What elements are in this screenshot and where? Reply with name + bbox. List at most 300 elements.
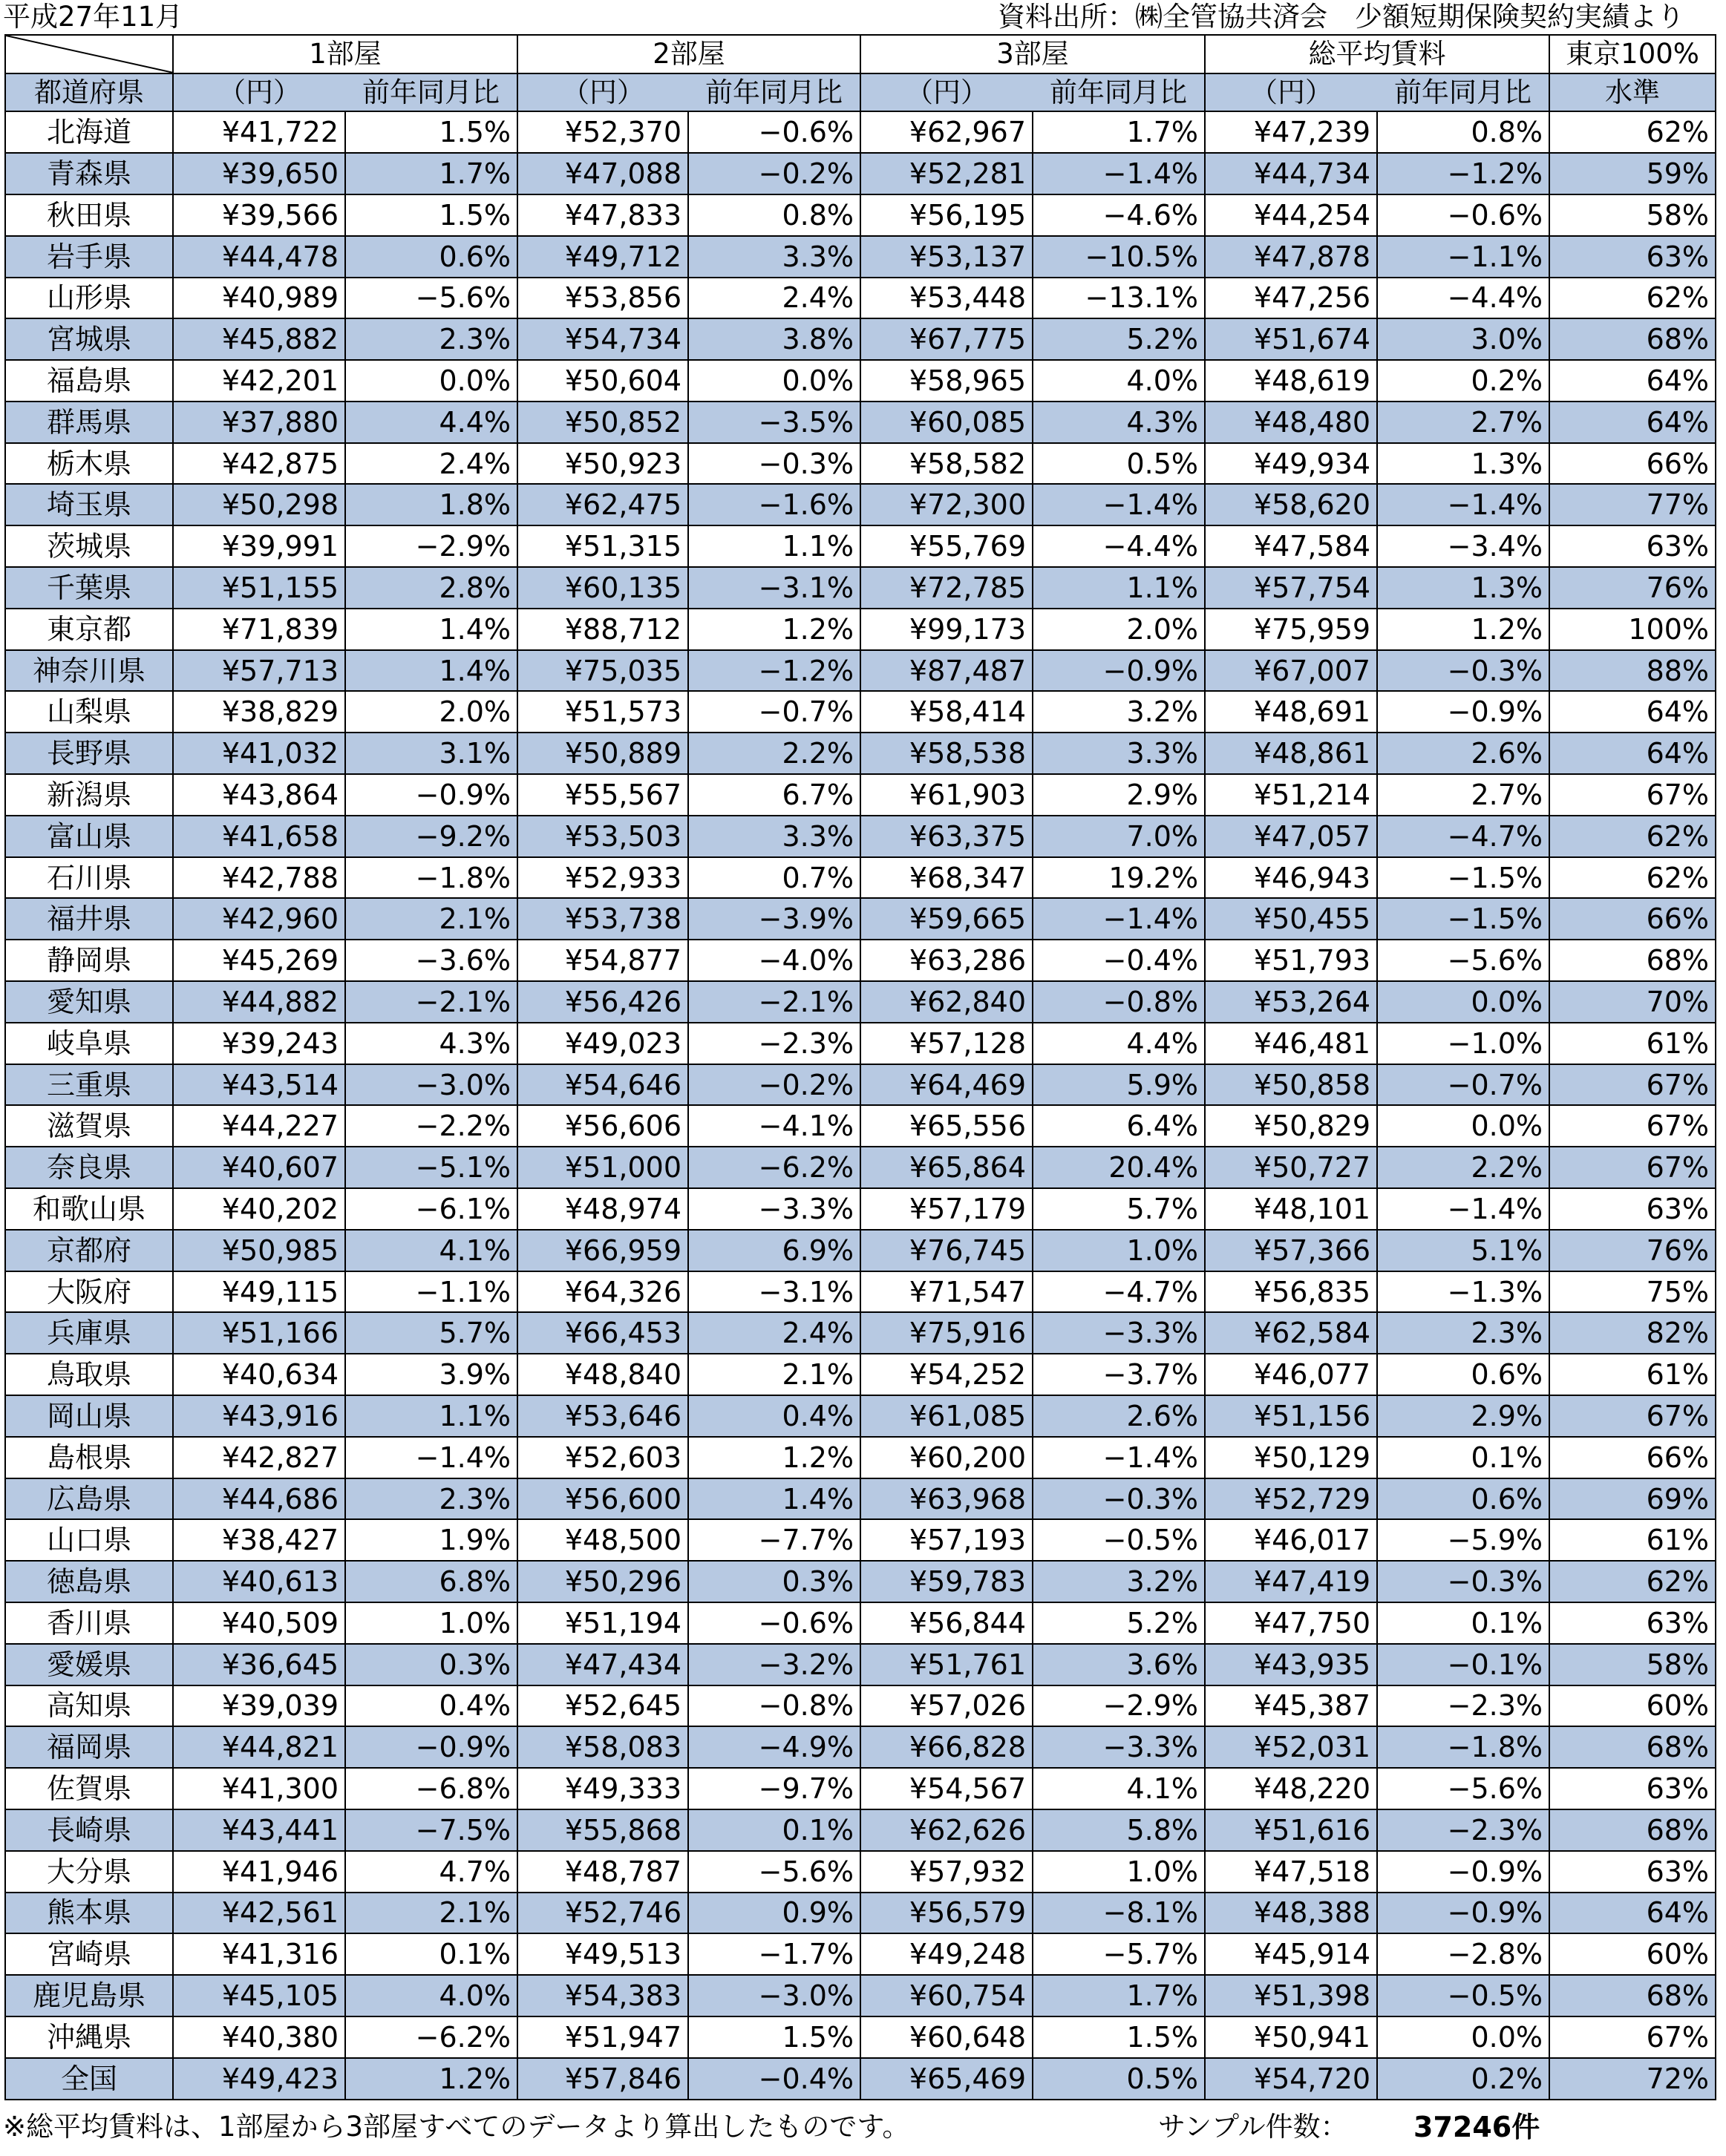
- yoy-avg-cell: 1.3%: [1377, 443, 1549, 485]
- yoy-avg-cell: −0.6%: [1377, 194, 1549, 236]
- yoy-avg-cell: −1.8%: [1377, 1726, 1549, 1768]
- tokyo-level-cell: 67%: [1549, 774, 1716, 816]
- rent-1room-cell: ¥41,316: [173, 1933, 345, 1975]
- table-row-national: [5, 2058, 1716, 2100]
- rent-3rooms-cell: ¥71,547: [860, 1271, 1033, 1313]
- rent-3rooms-cell: ¥62,967: [860, 111, 1033, 153]
- tokyo-level-cell: 63%: [1549, 1602, 1716, 1644]
- yoy-3rooms-cell: 19.2%: [1033, 857, 1205, 899]
- rent-3rooms-cell: ¥63,968: [860, 1478, 1033, 1520]
- yoy-avg-cell: 2.2%: [1377, 1147, 1549, 1188]
- yoy-3rooms-cell: −13.1%: [1033, 278, 1205, 319]
- prefecture-cell: 東京都: [5, 609, 173, 650]
- avg-rent-cell: ¥51,793: [1205, 940, 1377, 981]
- rent-1room-cell: ¥43,514: [173, 1064, 345, 1106]
- yoy-avg-cell: −1.4%: [1377, 1188, 1549, 1230]
- rent-1room-cell: ¥44,227: [173, 1105, 345, 1147]
- yoy-3rooms-cell: 2.6%: [1033, 1395, 1205, 1437]
- yoy-1room-cell: 2.1%: [345, 1893, 517, 1934]
- yoy-avg-cell: 5.1%: [1377, 1230, 1549, 1271]
- prefecture-cell: 岡山県: [5, 1395, 173, 1437]
- yoy-avg-cell: −5.9%: [1377, 1519, 1549, 1561]
- avg-rent-cell: ¥47,750: [1205, 1602, 1377, 1644]
- rent-1room-cell: ¥49,115: [173, 1271, 345, 1313]
- rent-3rooms-cell: ¥57,128: [860, 1023, 1033, 1064]
- avg-rent-cell: ¥44,734: [1205, 153, 1377, 194]
- rent-3rooms-cell: ¥56,195: [860, 194, 1033, 236]
- table-row: [5, 1602, 1716, 1644]
- yoy-avg-cell: 0.6%: [1377, 1478, 1549, 1520]
- prefecture-cell: 長野県: [5, 733, 173, 774]
- tokyo-level-cell: 66%: [1549, 443, 1716, 485]
- yoy-avg-cell: −0.3%: [1377, 650, 1549, 692]
- tokyo-level-cell: 68%: [1549, 1726, 1716, 1768]
- table-row: [5, 567, 1716, 609]
- col-header-yen-2rooms: （円）: [517, 73, 688, 112]
- prefecture-cell: 石川県: [5, 857, 173, 899]
- prefecture-cell: 埼玉県: [5, 484, 173, 525]
- yoy-2rooms-cell: −4.1%: [688, 1105, 860, 1147]
- yoy-2rooms-cell: 0.8%: [688, 194, 860, 236]
- yoy-3rooms-cell: 0.5%: [1033, 443, 1205, 485]
- yoy-3rooms-cell: 6.4%: [1033, 1105, 1205, 1147]
- tokyo-level-cell: 58%: [1549, 194, 1716, 236]
- rent-3rooms-cell: ¥63,286: [860, 940, 1033, 981]
- yoy-2rooms-cell: −3.1%: [688, 567, 860, 609]
- yoy-3rooms-cell: −4.7%: [1033, 1271, 1205, 1313]
- prefecture-cell: 茨城県: [5, 525, 173, 567]
- prefecture-cell: 新潟県: [5, 774, 173, 816]
- col-header-yoy-1room: 前年同月比: [345, 73, 517, 112]
- rent-1room-cell: ¥44,882: [173, 981, 345, 1023]
- yoy-avg-cell: 0.1%: [1377, 1602, 1549, 1644]
- table-row: [5, 1064, 1716, 1106]
- rent-1room-cell: ¥41,032: [173, 733, 345, 774]
- yoy-avg-cell: 0.6%: [1377, 1354, 1549, 1395]
- rent-3rooms-cell: ¥57,932: [860, 1851, 1033, 1893]
- rent-1room-cell: ¥44,821: [173, 1726, 345, 1768]
- prefecture-cell: 静岡県: [5, 940, 173, 981]
- rent-2rooms-cell: ¥52,746: [517, 1893, 688, 1934]
- yoy-avg-cell: 2.7%: [1377, 402, 1549, 443]
- rent-2rooms-cell: ¥49,513: [517, 1933, 688, 1975]
- rent-2rooms-cell: ¥54,734: [517, 318, 688, 360]
- rent-1room-cell: ¥40,989: [173, 278, 345, 319]
- rent-3rooms-cell: ¥59,665: [860, 898, 1033, 940]
- rent-3rooms-cell: ¥51,761: [860, 1644, 1033, 1685]
- yoy-1room-cell: 1.0%: [345, 1602, 517, 1644]
- rent-1room-cell: ¥43,864: [173, 774, 345, 816]
- prefecture-cell: 福島県: [5, 360, 173, 402]
- rent-1room-cell: ¥39,039: [173, 1685, 345, 1727]
- yoy-3rooms-cell: 1.0%: [1033, 1851, 1205, 1893]
- table-row: [5, 1975, 1716, 2016]
- avg-rent-cell: ¥46,077: [1205, 1354, 1377, 1395]
- rent-2rooms-cell: ¥64,326: [517, 1271, 688, 1313]
- avg-rent-cell: ¥50,829: [1205, 1105, 1377, 1147]
- table-row: [5, 1271, 1716, 1313]
- yoy-2rooms-cell: 2.4%: [688, 1312, 860, 1354]
- tokyo-level-cell: 60%: [1549, 1933, 1716, 1975]
- yoy-avg-cell: −5.6%: [1377, 940, 1549, 981]
- avg-rent-cell: ¥48,220: [1205, 1768, 1377, 1809]
- rent-2rooms-cell: ¥54,877: [517, 940, 688, 981]
- prefecture-cell: 千葉県: [5, 567, 173, 609]
- yoy-3rooms-cell: −0.9%: [1033, 650, 1205, 692]
- prefecture-cell: 徳島県: [5, 1561, 173, 1602]
- prefecture-cell: 北海道: [5, 111, 173, 153]
- yoy-3rooms-cell: 5.2%: [1033, 1602, 1205, 1644]
- yoy-1room-cell: 0.6%: [345, 236, 517, 278]
- yoy-2rooms-cell: −7.7%: [688, 1519, 860, 1561]
- rent-3rooms-cell: ¥65,864: [860, 1147, 1033, 1188]
- tokyo-level-cell: 82%: [1549, 1312, 1716, 1354]
- yoy-2rooms-cell: 1.4%: [688, 1478, 860, 1520]
- rent-3rooms-cell: ¥72,300: [860, 484, 1033, 525]
- table-row: [5, 1023, 1716, 1064]
- table-row: [5, 443, 1716, 485]
- rent-2rooms-cell: ¥66,453: [517, 1312, 688, 1354]
- yoy-3rooms-cell: 3.2%: [1033, 691, 1205, 733]
- rent-1room-cell: ¥42,960: [173, 898, 345, 940]
- avg-rent-cell: ¥48,691: [1205, 691, 1377, 733]
- rent-1room-cell: ¥42,875: [173, 443, 345, 485]
- yoy-3rooms-cell: −0.8%: [1033, 981, 1205, 1023]
- table-row: [5, 609, 1716, 650]
- table-row: [5, 1478, 1716, 1520]
- table-row: [5, 236, 1716, 278]
- avg-rent-cell: ¥51,214: [1205, 774, 1377, 816]
- avg-rent-cell: ¥50,858: [1205, 1064, 1377, 1106]
- table-row: [5, 650, 1716, 692]
- yoy-avg-cell: 2.7%: [1377, 774, 1549, 816]
- yoy-1room-cell: 6.8%: [345, 1561, 517, 1602]
- yoy-2rooms-cell: −3.1%: [688, 1271, 860, 1313]
- tokyo-level-cell: 67%: [1549, 1395, 1716, 1437]
- rent-3rooms-cell: ¥58,414: [860, 691, 1033, 733]
- yoy-2rooms-cell: 1.2%: [688, 609, 860, 650]
- rent-2rooms-cell: ¥55,567: [517, 774, 688, 816]
- yoy-2rooms-cell: −0.7%: [688, 691, 860, 733]
- yoy-1room-cell: −0.9%: [345, 1726, 517, 1768]
- table-row: [5, 360, 1716, 402]
- yoy-1room-cell: −1.8%: [345, 857, 517, 899]
- yoy-avg-cell: 0.0%: [1377, 1105, 1549, 1147]
- rent-2rooms-cell: ¥58,083: [517, 1726, 688, 1768]
- yoy-3rooms-cell: −4.6%: [1033, 194, 1205, 236]
- avg-rent-cell: ¥50,455: [1205, 898, 1377, 940]
- table-row: [5, 1685, 1716, 1727]
- rent-1room-cell: ¥36,645: [173, 1644, 345, 1685]
- yoy-3rooms-cell: 1.7%: [1033, 1975, 1205, 2016]
- table-row: [5, 1768, 1716, 1809]
- table-row: [5, 1644, 1716, 1685]
- table-row: [5, 278, 1716, 319]
- yoy-2rooms-cell: 0.1%: [688, 1809, 860, 1851]
- table-row: [5, 1809, 1716, 1851]
- tokyo-level-cell: 68%: [1549, 940, 1716, 981]
- prefecture-cell: 全国: [5, 2058, 173, 2100]
- yoy-2rooms-cell: −2.1%: [688, 981, 860, 1023]
- yoy-1room-cell: 2.8%: [345, 567, 517, 609]
- yoy-avg-cell: 2.6%: [1377, 733, 1549, 774]
- yoy-avg-cell: 2.9%: [1377, 1395, 1549, 1437]
- avg-rent-cell: ¥47,878: [1205, 236, 1377, 278]
- yoy-1room-cell: 3.9%: [345, 1354, 517, 1395]
- prefecture-cell: 福井県: [5, 898, 173, 940]
- yoy-2rooms-cell: 0.9%: [688, 1893, 860, 1934]
- avg-rent-cell: ¥57,366: [1205, 1230, 1377, 1271]
- rent-1room-cell: ¥42,788: [173, 857, 345, 899]
- tokyo-level-cell: 69%: [1549, 1478, 1716, 1520]
- yoy-3rooms-cell: −8.1%: [1033, 1893, 1205, 1934]
- yoy-avg-cell: 0.8%: [1377, 111, 1549, 153]
- col-header-prefecture: 都道府県: [5, 73, 173, 112]
- rent-2rooms-cell: ¥52,603: [517, 1437, 688, 1478]
- avg-rent-cell: ¥47,239: [1205, 111, 1377, 153]
- rent-3rooms-cell: ¥57,193: [860, 1519, 1033, 1561]
- prefecture-cell: 熊本県: [5, 1893, 173, 1934]
- avg-rent-cell: ¥48,388: [1205, 1893, 1377, 1934]
- tokyo-level-cell: 64%: [1549, 1893, 1716, 1934]
- yoy-avg-cell: −1.5%: [1377, 898, 1549, 940]
- rent-3rooms-cell: ¥49,248: [860, 1933, 1033, 1975]
- yoy-avg-cell: −0.9%: [1377, 1851, 1549, 1893]
- table-row: [5, 1230, 1716, 1271]
- yoy-2rooms-cell: −0.8%: [688, 1685, 860, 1727]
- rent-1room-cell: ¥45,105: [173, 1975, 345, 2016]
- rent-1room-cell: ¥39,566: [173, 194, 345, 236]
- yoy-3rooms-cell: 3.6%: [1033, 1644, 1205, 1685]
- tokyo-level-cell: 67%: [1549, 1064, 1716, 1106]
- avg-rent-cell: ¥57,754: [1205, 567, 1377, 609]
- rent-1room-cell: ¥40,634: [173, 1354, 345, 1395]
- group-header-2rooms: 2部屋: [517, 35, 860, 73]
- rent-1room-cell: ¥57,713: [173, 650, 345, 692]
- prefecture-cell: 長崎県: [5, 1809, 173, 1851]
- yoy-2rooms-cell: −3.0%: [688, 1975, 860, 2016]
- yoy-1room-cell: 1.5%: [345, 194, 517, 236]
- prefecture-cell: 山形県: [5, 278, 173, 319]
- avg-rent-cell: ¥48,861: [1205, 733, 1377, 774]
- rent-2rooms-cell: ¥53,503: [517, 816, 688, 857]
- yoy-avg-cell: 1.3%: [1377, 567, 1549, 609]
- rent-3rooms-cell: ¥56,579: [860, 1893, 1033, 1934]
- yoy-1room-cell: 4.7%: [345, 1851, 517, 1893]
- diagonal-line: [6, 36, 172, 73]
- rent-1room-cell: ¥40,509: [173, 1602, 345, 1644]
- rent-3rooms-cell: ¥60,200: [860, 1437, 1033, 1478]
- table-row: [5, 774, 1716, 816]
- tokyo-level-cell: 67%: [1549, 1147, 1716, 1188]
- yoy-3rooms-cell: 5.9%: [1033, 1064, 1205, 1106]
- rent-3rooms-cell: ¥57,179: [860, 1188, 1033, 1230]
- avg-rent-cell: ¥48,480: [1205, 402, 1377, 443]
- tokyo-level-cell: 64%: [1549, 733, 1716, 774]
- yoy-2rooms-cell: 0.3%: [688, 1561, 860, 1602]
- avg-rent-cell: ¥50,727: [1205, 1147, 1377, 1188]
- table-row: [5, 1519, 1716, 1561]
- yoy-1room-cell: −3.6%: [345, 940, 517, 981]
- rent-2rooms-cell: ¥62,475: [517, 484, 688, 525]
- prefecture-cell: 栃木県: [5, 443, 173, 485]
- tokyo-level-cell: 68%: [1549, 318, 1716, 360]
- rent-table: [4, 34, 1716, 2100]
- tokyo-level-cell: 68%: [1549, 1809, 1716, 1851]
- prefecture-cell: 宮城県: [5, 318, 173, 360]
- rent-1room-cell: ¥40,607: [173, 1147, 345, 1188]
- tokyo-level-cell: 75%: [1549, 1271, 1716, 1313]
- col-header-yoy-3rooms: 前年同月比: [1033, 73, 1205, 112]
- yoy-3rooms-cell: 4.4%: [1033, 1023, 1205, 1064]
- rent-1room-cell: ¥43,441: [173, 1809, 345, 1851]
- table-row: [5, 402, 1716, 443]
- yoy-2rooms-cell: −4.9%: [688, 1726, 860, 1768]
- yoy-3rooms-cell: −4.4%: [1033, 525, 1205, 567]
- yoy-2rooms-cell: −5.6%: [688, 1851, 860, 1893]
- prefecture-cell: 広島県: [5, 1478, 173, 1520]
- yoy-3rooms-cell: −3.3%: [1033, 1312, 1205, 1354]
- rent-1room-cell: ¥41,946: [173, 1851, 345, 1893]
- rent-3rooms-cell: ¥61,085: [860, 1395, 1033, 1437]
- yoy-1room-cell: −5.6%: [345, 278, 517, 319]
- tokyo-level-cell: 62%: [1549, 857, 1716, 899]
- avg-rent-cell: ¥46,017: [1205, 1519, 1377, 1561]
- rent-2rooms-cell: ¥51,573: [517, 691, 688, 733]
- tokyo-level-cell: 61%: [1549, 1023, 1716, 1064]
- yoy-2rooms-cell: −9.7%: [688, 1768, 860, 1809]
- yoy-1room-cell: 1.4%: [345, 650, 517, 692]
- report-header: [0, 0, 1726, 34]
- yoy-3rooms-cell: −1.4%: [1033, 153, 1205, 194]
- report-date: 平成27年11月: [3, 1, 183, 33]
- rent-2rooms-cell: ¥56,426: [517, 981, 688, 1023]
- yoy-3rooms-cell: 3.2%: [1033, 1561, 1205, 1602]
- yoy-avg-cell: 0.0%: [1377, 981, 1549, 1023]
- yoy-2rooms-cell: −3.3%: [688, 1188, 860, 1230]
- yoy-1room-cell: −6.1%: [345, 1188, 517, 1230]
- avg-rent-cell: ¥51,616: [1205, 1809, 1377, 1851]
- avg-rent-cell: ¥50,941: [1205, 2016, 1377, 2058]
- col-header-yen-average: （円）: [1205, 73, 1377, 112]
- tokyo-level-cell: 72%: [1549, 2058, 1716, 2100]
- avg-rent-cell: ¥43,935: [1205, 1644, 1377, 1685]
- rent-3rooms-cell: ¥58,965: [860, 360, 1033, 402]
- yoy-2rooms-cell: −3.5%: [688, 402, 860, 443]
- yoy-3rooms-cell: 3.3%: [1033, 733, 1205, 774]
- rent-3rooms-cell: ¥62,840: [860, 981, 1033, 1023]
- table-row: [5, 816, 1716, 857]
- prefecture-cell: 富山県: [5, 816, 173, 857]
- rent-1room-cell: ¥42,561: [173, 1893, 345, 1934]
- yoy-avg-cell: −1.5%: [1377, 857, 1549, 899]
- yoy-3rooms-cell: 5.8%: [1033, 1809, 1205, 1851]
- yoy-1room-cell: −6.2%: [345, 2016, 517, 2058]
- yoy-2rooms-cell: 3.8%: [688, 318, 860, 360]
- yoy-avg-cell: −1.3%: [1377, 1271, 1549, 1313]
- yoy-avg-cell: −0.9%: [1377, 691, 1549, 733]
- rent-3rooms-cell: ¥75,916: [860, 1312, 1033, 1354]
- tokyo-level-cell: 60%: [1549, 1685, 1716, 1727]
- rent-2rooms-cell: ¥48,974: [517, 1188, 688, 1230]
- table-row: [5, 1726, 1716, 1768]
- prefecture-cell: 神奈川県: [5, 650, 173, 692]
- rent-1room-cell: ¥39,243: [173, 1023, 345, 1064]
- rent-2rooms-cell: ¥52,933: [517, 857, 688, 899]
- tokyo-level-cell: 70%: [1549, 981, 1716, 1023]
- tokyo-level-cell: 59%: [1549, 153, 1716, 194]
- yoy-2rooms-cell: −0.6%: [688, 1602, 860, 1644]
- yoy-1room-cell: 4.4%: [345, 402, 517, 443]
- rent-2rooms-cell: ¥51,315: [517, 525, 688, 567]
- rent-2rooms-cell: ¥49,333: [517, 1768, 688, 1809]
- yoy-avg-cell: −2.3%: [1377, 1809, 1549, 1851]
- avg-rent-cell: ¥58,620: [1205, 484, 1377, 525]
- yoy-1room-cell: 4.0%: [345, 1975, 517, 2016]
- yoy-avg-cell: −0.1%: [1377, 1644, 1549, 1685]
- rent-2rooms-cell: ¥47,434: [517, 1644, 688, 1685]
- prefecture-cell: 滋賀県: [5, 1105, 173, 1147]
- yoy-2rooms-cell: −0.2%: [688, 1064, 860, 1106]
- table-row: [5, 857, 1716, 899]
- tokyo-level-cell: 64%: [1549, 360, 1716, 402]
- tokyo-level-cell: 63%: [1549, 236, 1716, 278]
- avg-rent-cell: ¥75,959: [1205, 609, 1377, 650]
- yoy-3rooms-cell: 2.9%: [1033, 774, 1205, 816]
- rent-3rooms-cell: ¥65,556: [860, 1105, 1033, 1147]
- yoy-avg-cell: −2.3%: [1377, 1685, 1549, 1727]
- avg-rent-cell: ¥46,481: [1205, 1023, 1377, 1064]
- yoy-avg-cell: −4.7%: [1377, 816, 1549, 857]
- prefecture-cell: 大阪府: [5, 1271, 173, 1313]
- yoy-1room-cell: 1.5%: [345, 111, 517, 153]
- rent-1room-cell: ¥39,650: [173, 153, 345, 194]
- yoy-2rooms-cell: −1.6%: [688, 484, 860, 525]
- rent-2rooms-cell: ¥51,194: [517, 1602, 688, 1644]
- rent-2rooms-cell: ¥50,604: [517, 360, 688, 402]
- rent-2rooms-cell: ¥49,023: [517, 1023, 688, 1064]
- yoy-avg-cell: 0.2%: [1377, 360, 1549, 402]
- yoy-1room-cell: 3.1%: [345, 733, 517, 774]
- rent-3rooms-cell: ¥99,173: [860, 609, 1033, 650]
- table-footer: [3, 2108, 1725, 2146]
- yoy-avg-cell: −0.5%: [1377, 1975, 1549, 2016]
- prefecture-cell: 京都府: [5, 1230, 173, 1271]
- rent-1room-cell: ¥50,298: [173, 484, 345, 525]
- rent-3rooms-cell: ¥60,754: [860, 1975, 1033, 2016]
- rent-1room-cell: ¥45,269: [173, 940, 345, 981]
- yoy-2rooms-cell: −6.2%: [688, 1147, 860, 1188]
- rent-1room-cell: ¥38,829: [173, 691, 345, 733]
- yoy-avg-cell: 3.0%: [1377, 318, 1549, 360]
- rent-3rooms-cell: ¥52,281: [860, 153, 1033, 194]
- table-row: [5, 981, 1716, 1023]
- yoy-1room-cell: 4.1%: [345, 1230, 517, 1271]
- col-header-yoy-2rooms: 前年同月比: [688, 73, 860, 112]
- tokyo-level-cell: 63%: [1549, 1851, 1716, 1893]
- avg-rent-cell: ¥47,584: [1205, 525, 1377, 567]
- yoy-2rooms-cell: −0.3%: [688, 443, 860, 485]
- yoy-avg-cell: 2.3%: [1377, 1312, 1549, 1354]
- rent-3rooms-cell: ¥87,487: [860, 650, 1033, 692]
- yoy-3rooms-cell: 4.0%: [1033, 360, 1205, 402]
- yoy-1room-cell: 2.4%: [345, 443, 517, 485]
- prefecture-cell: 群馬県: [5, 402, 173, 443]
- avg-rent-cell: ¥53,264: [1205, 981, 1377, 1023]
- avg-rent-cell: ¥54,720: [1205, 2058, 1377, 2100]
- yoy-1room-cell: −1.1%: [345, 1271, 517, 1313]
- yoy-3rooms-cell: −5.7%: [1033, 1933, 1205, 1975]
